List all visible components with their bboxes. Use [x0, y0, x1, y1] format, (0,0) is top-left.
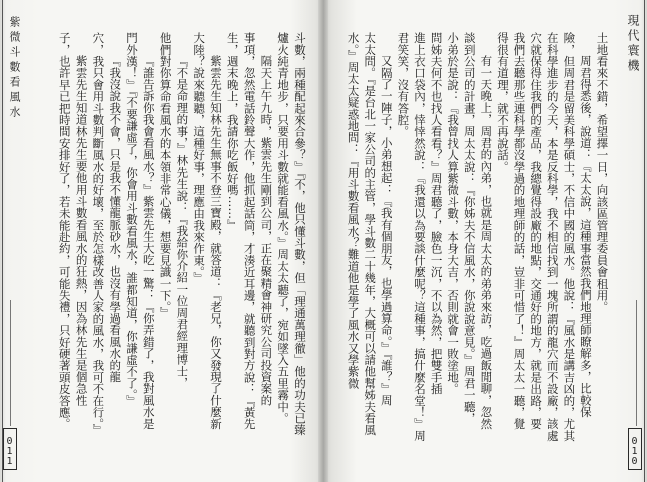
- left-running-head: 紫微斗數看風水: [8, 16, 21, 121]
- text-column: 紫雲先生知林先生無事不登三寶殿，就答道：『老兄，你又發現了什麼新: [208, 55, 223, 430]
- text-column: 土地看來不錯，希望擇一日，向該區管理委員會租用。: [595, 32, 610, 313]
- text-column: 我們去聽那些連科學都沒學過的地理師的話，豈非可惜了！』周太太一聽，覺: [512, 32, 527, 430]
- text-column: 險，但周君是留美科學碩士，不信中國的風水。他說：『風水是講吉凶的，尤其: [562, 32, 577, 442]
- text-column: 隔天上午九時，紫雲先生剛到公司，正在聚精會神研究公司投資案的: [259, 55, 274, 406]
- left-page: [0, 0, 323, 482]
- right-running-head: 現代寰機: [626, 14, 640, 74]
- text-column: 大陸？說來聽聽，這種好事，理應由我來作東。』: [192, 32, 207, 284]
- left-page-number: 011: [3, 428, 17, 470]
- text-column: 君笑笑，沒有答腔。: [396, 32, 411, 138]
- text-column: 得很有道理，就不再說話。: [495, 32, 510, 173]
- text-column: 『不是命理的事，』林先生說：『我給你介紹一位周君經理博士，: [175, 55, 190, 389]
- text-column: 斗數，兩種配起來合參？』『不，他只懂斗數，但「理通萬理徹」他的功夫已臻: [292, 32, 307, 436]
- text-column: 進上衣口袋內，悻悻然說：『我還以為要談什麼呢？這種事，搞什麼名堂！』周: [412, 32, 427, 442]
- left-page-text: [56, 32, 308, 446]
- text-column: 紫雲先生知道林先生要他用斗數看風水的狂熱，因為林先生是個急性: [74, 55, 89, 406]
- text-column: 問姊夫何不也找人看看？』周君聽了，臉色一沉，不以為然，把雙手插: [429, 32, 444, 395]
- text-column: 穴就保得住我們的產品，我總覺得設廠的地點，交通好的地方，就是出路，要: [529, 32, 544, 430]
- text-column: 穴，我只會用斗數判斷風水的好壞，至於怎樣改善人家的風水，我可不在行。』: [91, 32, 106, 436]
- right-edge-rule: [644, 0, 645, 482]
- right-page-text: [345, 32, 611, 446]
- text-column: 太太問。『是台北一家公司的主管，學斗數二十幾年，大概可以請他幫姊夫看風: [363, 32, 378, 436]
- right-folio-rule: [636, 300, 637, 426]
- text-column: 又隔了一陣子，小弟想起：『我有個朋友，也學過算命。』『誰？』周: [379, 55, 394, 407]
- right-page-number: 010: [628, 428, 642, 470]
- text-column: 談到公司的計畫，周太太說：『你姊夫不信風水，你說說意見。』周君一聽，: [462, 32, 477, 425]
- text-column: 『誰告訴你我會看風水？』紫雲先生大吃一驚：『你弄錯了，我對風水是: [141, 55, 156, 430]
- text-column: 子，也許早已把時間安排好了，若未能赴約，可能失禮，只好硬著頭皮答應。: [57, 32, 72, 430]
- left-edge-rule: [2, 0, 3, 482]
- text-column: 有一天晚上，周君的內弟，也就是周太太的弟弟來訪，吃過飯閒聊，忽然: [479, 55, 494, 430]
- text-column: 小弟於是說：『我曾找人算紫微斗數，本身大吉，否則就會一敗塗地。: [446, 32, 461, 395]
- text-column: 『我沒說我不會，只是我不懂龍脈砂水，也沒有學過看風水的龍: [108, 55, 123, 383]
- text-column: 事項，忽然電話鈴聲大作，他抓起話筒，才湊近耳邊，就聽到對方說：『黃先: [242, 32, 257, 430]
- text-column: 周君得悉後，說道：『太太說，這種事當然我們地理師瞭解多，比較保: [578, 55, 593, 418]
- text-column: 在科學進步的今天，本是反科學，我不相信找到一塊所謂的龍穴而不設廠，該處: [545, 32, 560, 442]
- left-folio-rule: [10, 300, 11, 426]
- text-column: 他們對你算命看風水的本領非常心儀，想要見識一下。』: [158, 32, 173, 319]
- text-column: 生，週末晚上，我請你吃飯好嗎……』: [225, 32, 240, 231]
- text-column: 爐火純青地步，只要用斗數就能看風水。』周太太聽了，宛如墜入五里霧中。: [276, 32, 291, 425]
- book-gutter-shadow: [318, 0, 328, 482]
- text-column: 水。』周太太疑惑地問：『用斗數看風水？難道他是學了風水又學紫微: [346, 32, 361, 389]
- text-column: 門外漢！』『不要謙虛了，你會用斗數看風水，誰都知道，你謙虛不了。』: [124, 32, 139, 407]
